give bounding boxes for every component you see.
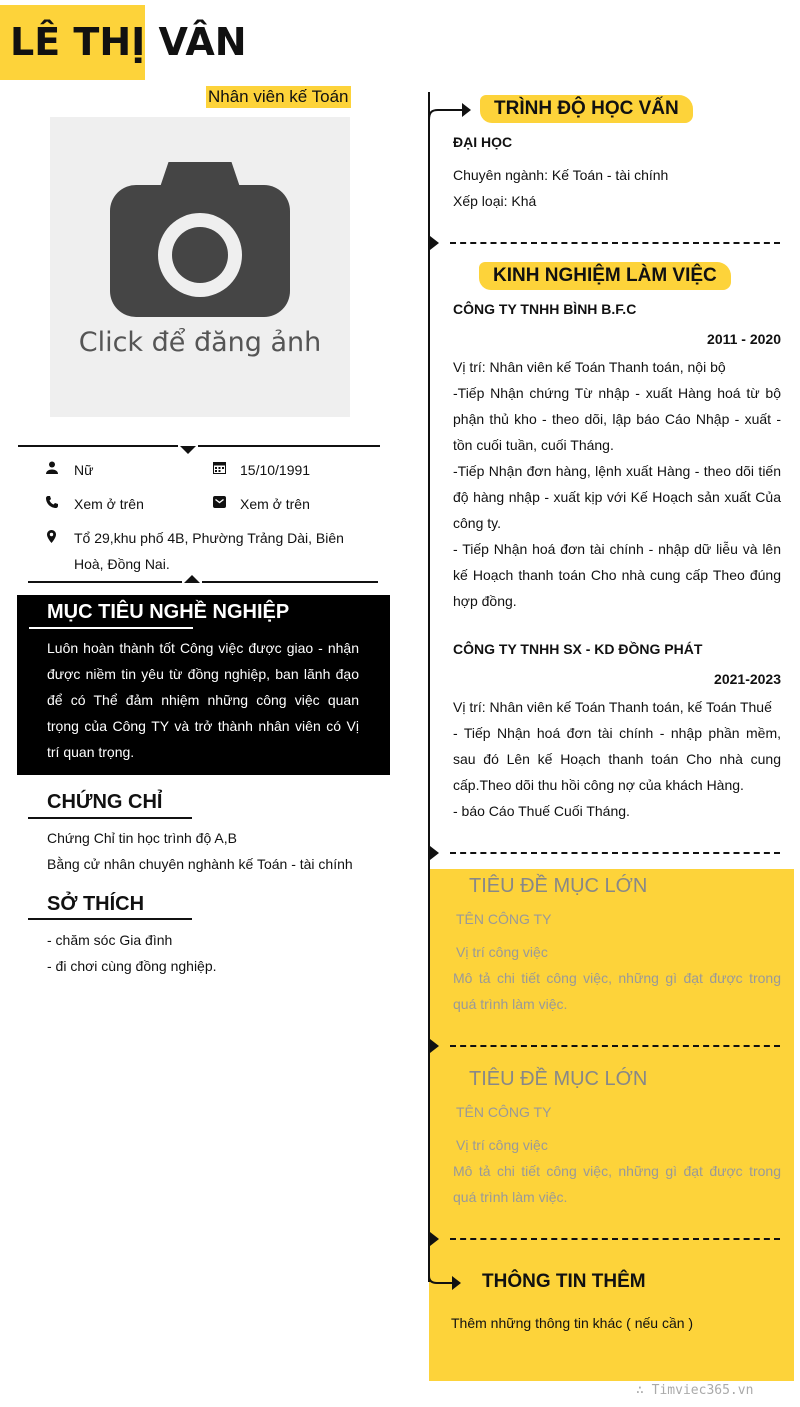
- dashed-divider: [450, 242, 780, 244]
- timeline-arrow-icon: [428, 1262, 464, 1292]
- job-details[interactable]: -Tiếp Nhận chứng Từ nhập - xuất Hàng hoá từ bộ phận thủ kho - theo dõi, lập báo Cáo Nhập - xuất - tồn cuối tuần, cuối Tháng. -Tiếp Nhận đơn hàng, lệnh xuất Hàng - theo dõi tiến độ hàng nhập - xuất kịp với Kế Hoạch sản xuất Của công ty. - Tiếp Nhận hoá đơn tài chính - nhập dữ liễu và lên kế Hoạch thanh toán Cho nhà cung cấp Theo đúng hợp đồng.: [453, 385, 781, 609]
- certificate-item[interactable]: Bằng cử nhân chuyên nghành kế Toán - tài chính: [47, 856, 353, 872]
- watermark: ∴ Timviec365.vn: [636, 1383, 754, 1398]
- hobbies-title[interactable]: SỞ THÍCH: [47, 893, 145, 915]
- certificate-item[interactable]: Chứng Chỉ tin học trình độ A,B: [47, 830, 237, 846]
- email-icon: [213, 490, 226, 516]
- photo-upload-label[interactable]: Click để đăng ảnh: [78, 327, 322, 358]
- gender-value[interactable]: Nữ: [74, 462, 94, 478]
- dob-value[interactable]: 15/10/1991: [240, 462, 311, 478]
- job-position[interactable]: Vị trí: Nhân viên kế Toán Thanh toán, nội bộ: [453, 359, 726, 375]
- extra-text[interactable]: Thêm những thông tin khác ( nếu cần ): [451, 1315, 694, 1331]
- dashed-divider: [450, 1045, 780, 1047]
- placeholder-description[interactable]: Mô tả chi tiết công việc, những gì đạt được trong quá trình làm việc.: [453, 970, 781, 1012]
- company-name[interactable]: CÔNG TY TNHH SX - KD ĐỒNG PHÁT: [453, 641, 703, 657]
- timeline-arrow-icon: [428, 98, 472, 122]
- camera-lens-inner: [172, 227, 228, 283]
- candidate-name[interactable]: LÊ THỊ VÂN: [10, 20, 247, 64]
- job-period[interactable]: 2011 - 2020: [707, 331, 781, 347]
- timeline-marker-icon: [430, 1039, 439, 1053]
- calendar-icon: [213, 456, 226, 482]
- placeholder-position[interactable]: Vị trí công việc: [456, 1137, 548, 1153]
- title-underline: [29, 627, 193, 629]
- placeholder-position[interactable]: Vị trí công việc: [456, 944, 548, 960]
- company-name[interactable]: CÔNG TY TNHH BÌNH B.F.C: [453, 301, 637, 317]
- extra-title[interactable]: THÔNG TIN THÊM: [482, 1271, 646, 1292]
- objective-title[interactable]: MỤC TIÊU NGHỀ NGHIỆP: [47, 601, 290, 623]
- user-icon: [46, 456, 58, 482]
- photo-upload[interactable]: [50, 117, 350, 417]
- address-line-1[interactable]: Tổ 29,khu phố 4B, Phường Trảng Dài, Biên: [74, 530, 344, 546]
- placeholder-company[interactable]: TÊN CÔNG TY: [456, 911, 552, 927]
- education-level[interactable]: ĐẠI HỌC: [453, 134, 513, 150]
- phone-value[interactable]: Xem ở trên: [74, 496, 144, 512]
- job-position[interactable]: Vị trí: Nhân viên kế Toán Thanh toán, kế Toán Thuế: [453, 699, 772, 715]
- placeholder-description[interactable]: Mô tả chi tiết công việc, những gì đạt được trong quá trình làm việc.: [453, 1163, 781, 1205]
- placeholder-title[interactable]: TIÊU ĐỀ MỤC LỚN: [469, 1068, 648, 1090]
- title-underline: [28, 918, 192, 920]
- title-underline: [28, 817, 192, 819]
- job-title[interactable]: Nhân viên kế Toán: [208, 87, 349, 106]
- address-line-2[interactable]: Hoà, Đồng Nai.: [74, 556, 170, 572]
- dashed-divider: [450, 852, 780, 854]
- divider-arrow-icon: [180, 446, 196, 454]
- experience-title[interactable]: KINH NGHIỆM LÀM VIỆC: [479, 262, 731, 290]
- location-icon: [47, 525, 56, 551]
- placeholder-title[interactable]: TIÊU ĐỀ MỤC LỚN: [469, 875, 648, 897]
- timeline-marker-icon: [430, 846, 439, 860]
- divider: [202, 581, 378, 583]
- certificates-title[interactable]: CHỨNG CHỈ: [47, 791, 163, 813]
- job-period[interactable]: 2021-2023: [714, 671, 781, 687]
- placeholder-company[interactable]: TÊN CÔNG TY: [456, 1104, 552, 1120]
- hobby-item[interactable]: - đi chơi cùng đồng nghiệp.: [47, 958, 217, 974]
- education-major[interactable]: Chuyên ngành: Kế Toán - tài chính: [453, 167, 669, 183]
- objective-section: [17, 595, 390, 775]
- divider-arrow-icon: [184, 575, 200, 583]
- watermark-text: Timviec365.vn: [651, 1383, 754, 1398]
- education-rank[interactable]: Xếp loại: Khá: [453, 193, 537, 209]
- education-title[interactable]: TRÌNH ĐỘ HỌC VẤN: [480, 95, 693, 123]
- timeline-marker-icon: [430, 1232, 439, 1246]
- divider: [198, 445, 380, 447]
- phone-icon: [46, 490, 58, 516]
- job-details[interactable]: - Tiếp Nhận hoá đơn tài chính - nhập phần mềm, sau đó Lên kế Hoạch thanh toán Cho nhà cung cấp.Theo dõi thu hồi công nợ của khách Hàng. - báo Cáo Thuế Cuối Tháng.: [453, 725, 781, 819]
- timeline-line: [428, 92, 430, 1282]
- timeline-marker-icon: [430, 236, 439, 250]
- divider: [28, 581, 182, 583]
- email-value[interactable]: Xem ở trên: [240, 496, 310, 512]
- dashed-divider: [450, 1238, 780, 1240]
- objective-text[interactable]: Luôn hoàn thành tốt Công việc được giao - nhận được niềm tin yêu từ đồng nghiệp, ban lãnh đạo để có Thể đảm nhiệm những công việc quan trọng của Công TY và trở thành nhân viên có Vị trí quan trọng.: [47, 640, 359, 760]
- divider: [18, 445, 178, 447]
- hobby-item[interactable]: - chăm sóc Gia đình: [47, 932, 173, 948]
